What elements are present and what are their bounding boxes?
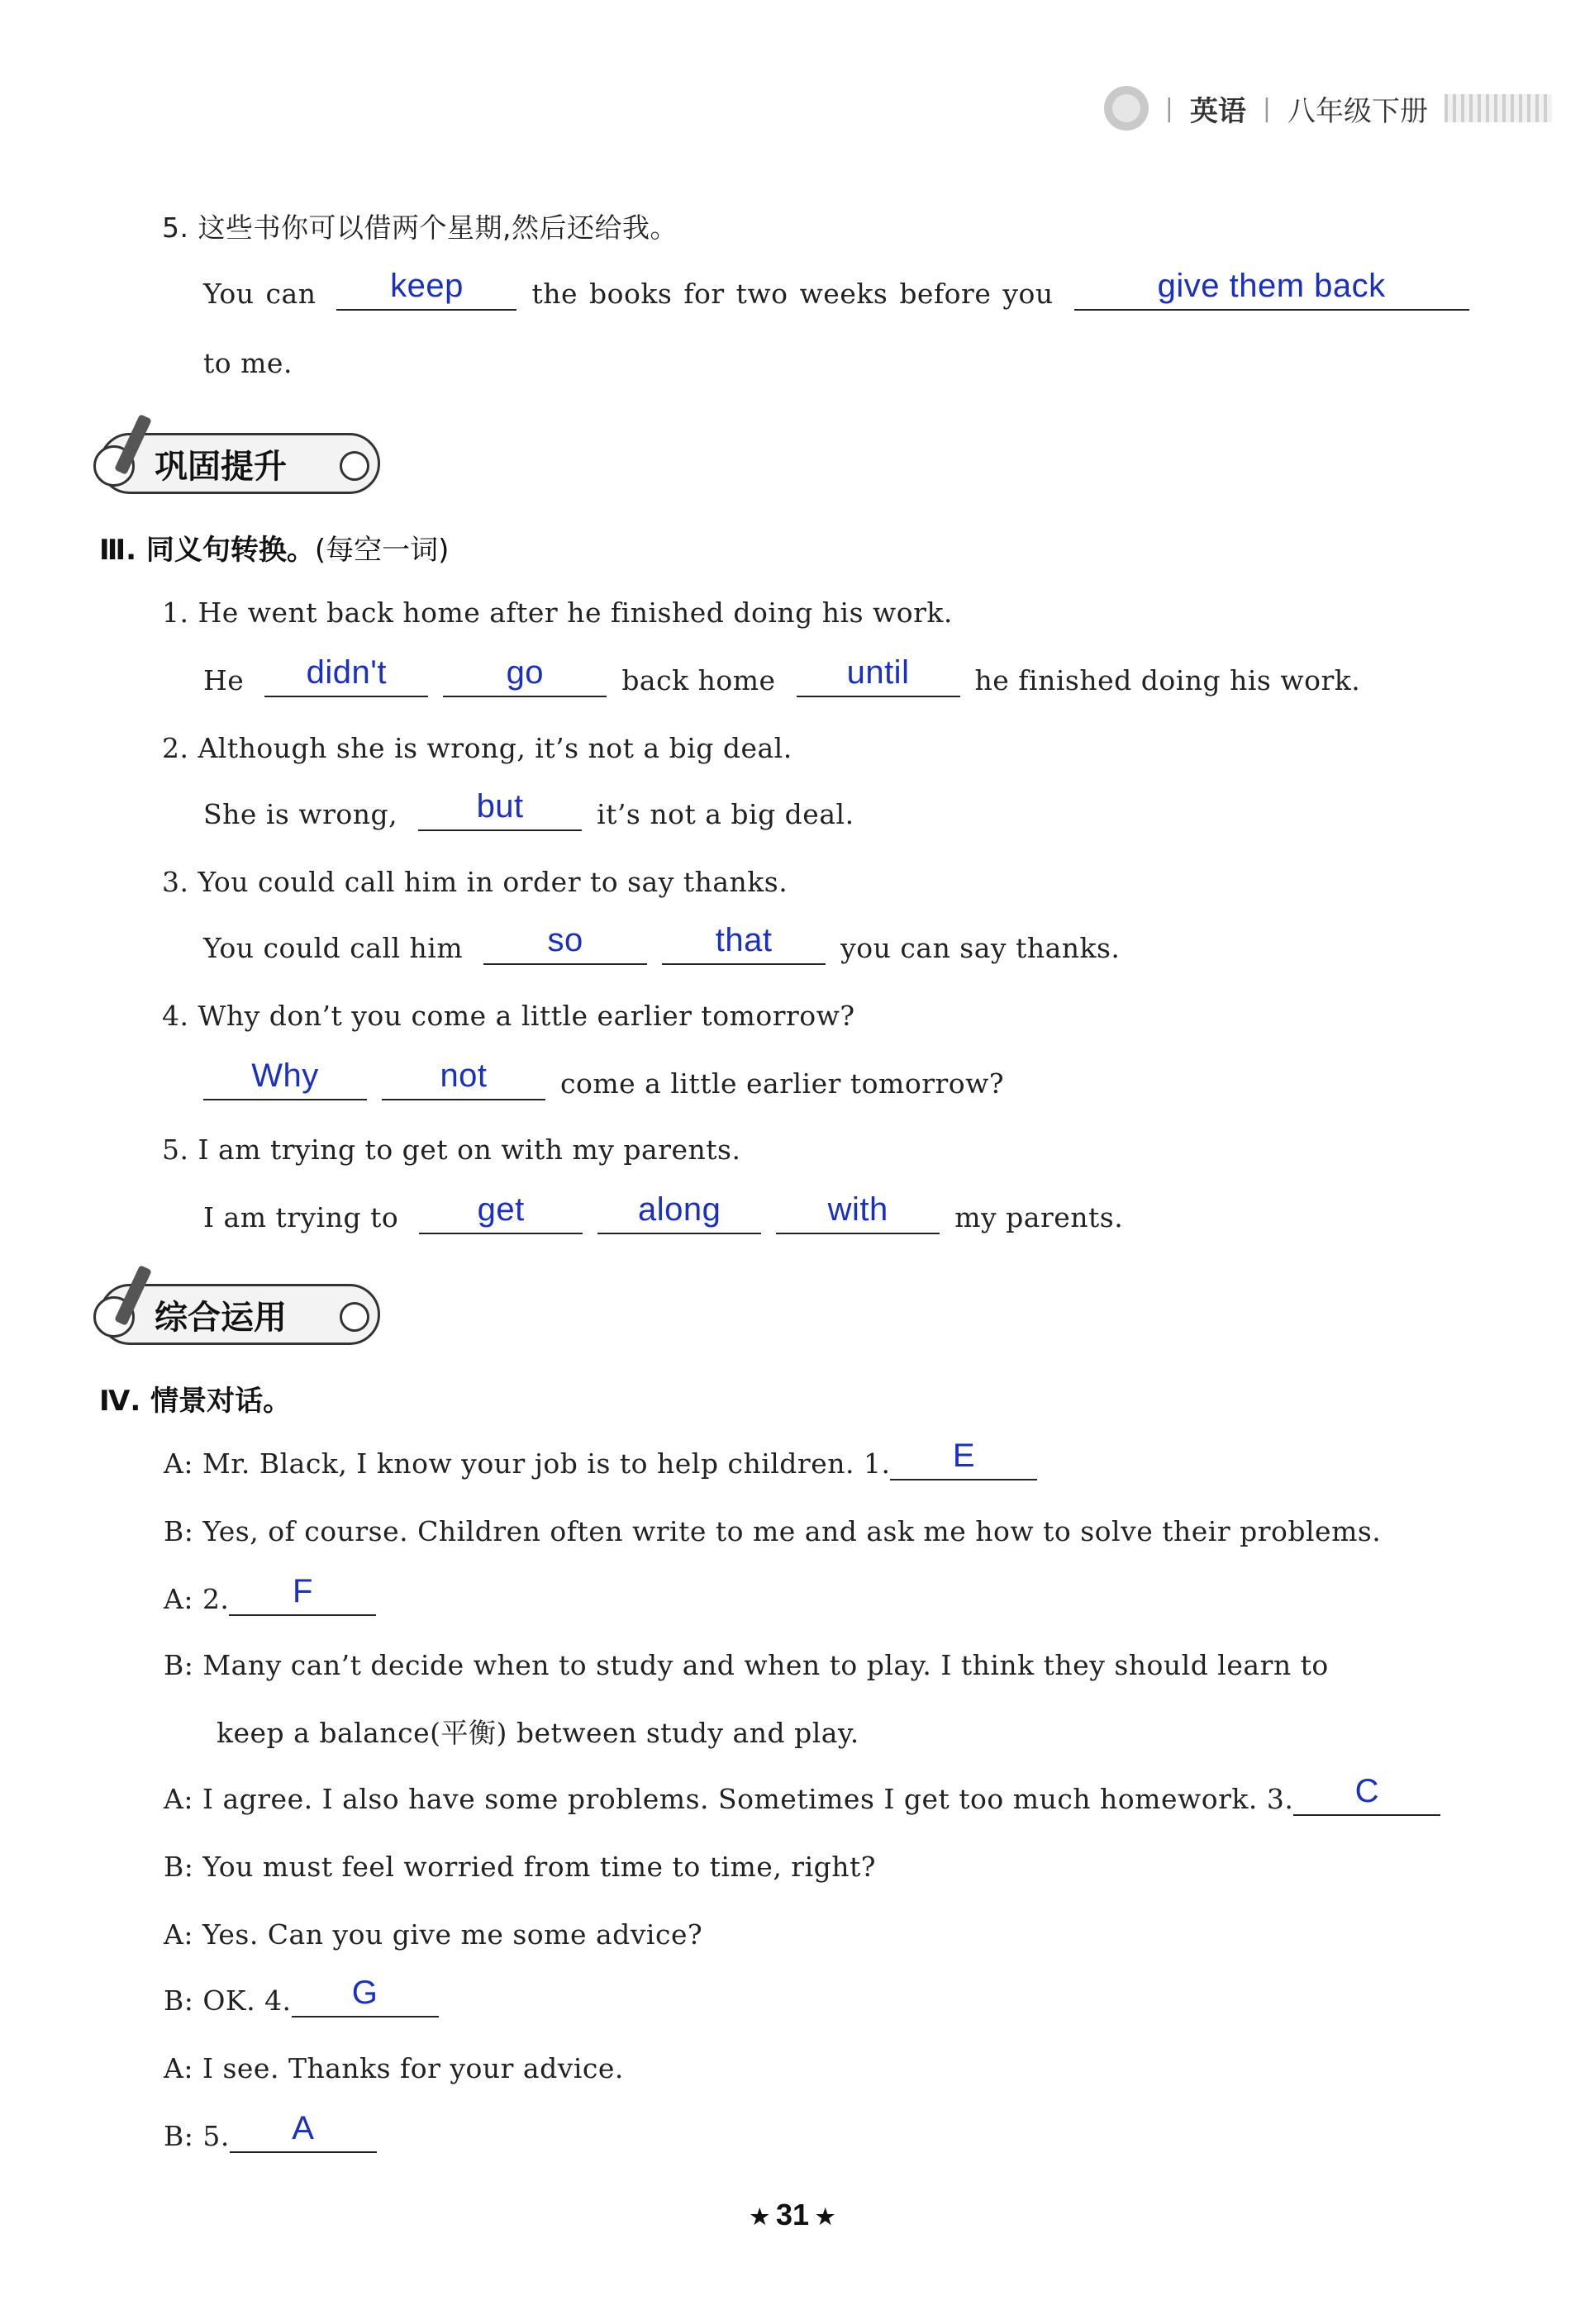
word: the	[531, 278, 578, 310]
dialogue-line	[164, 2110, 392, 2153]
dialogue-line: B: Many can’t decide when to study and when to play. I think they should learn to	[164, 1649, 1329, 1681]
dialogue-line: A: Yes. Can you give me some advice?	[164, 1918, 703, 1951]
dialogue-line	[164, 1975, 454, 2017]
answer-blank[interactable]	[264, 654, 428, 697]
top-item-chinese: 5. 这些书你可以借两个星期,然后还给我。	[162, 211, 678, 244]
answer-suffix: he finished doing his work.	[974, 664, 1361, 696]
answer-suffix: my parents.	[954, 1201, 1124, 1233]
answer-text: not	[440, 1057, 488, 1094]
answer-blank[interactable]	[797, 654, 960, 697]
answer-text: A	[292, 2110, 315, 2146]
answer-text: get	[477, 1191, 525, 1228]
answer-blank[interactable]	[418, 788, 582, 831]
question-1: 1. He went back home after he finished doing his work.	[162, 596, 953, 629]
answer-line-1	[203, 654, 1361, 697]
answer-text: didn't	[306, 654, 387, 691]
header-separator: |	[1164, 93, 1173, 123]
word: can	[265, 278, 317, 310]
answer-suffix: you can say thanks.	[840, 932, 1121, 964]
dialogue-text: A: 2.	[164, 1583, 230, 1615]
header-grade: 八年级下册	[1288, 94, 1428, 128]
dialogue-line	[164, 1573, 391, 1616]
section-title-note: (每空一词)	[314, 534, 450, 567]
answer-text: with	[827, 1191, 888, 1228]
answer-blank[interactable]	[1293, 1773, 1440, 1816]
answer-blank[interactable]	[230, 2110, 377, 2153]
dialogue-line	[164, 1438, 1052, 1480]
word: for	[683, 278, 725, 310]
answer-text: along	[638, 1191, 721, 1228]
answer-blank[interactable]	[662, 922, 826, 965]
answer-text: F	[292, 1573, 313, 1609]
answer-text: so	[547, 922, 583, 958]
section-banner-consolidate	[99, 433, 380, 494]
dialogue-line: A: I see. Thanks for your advice.	[164, 2052, 624, 2084]
answer-blank[interactable]	[203, 1057, 367, 1100]
banner-label: 综合运用	[155, 1298, 287, 1337]
header-decoration	[1445, 94, 1552, 122]
answer-suffix: come a little earlier tomorrow?	[560, 1067, 1005, 1100]
answer-prefix: You could call him	[203, 932, 464, 964]
word: before	[899, 278, 992, 310]
answer-prefix: He	[203, 664, 245, 696]
answer-blank[interactable]	[597, 1191, 761, 1234]
answer-line-5	[203, 1191, 1124, 1234]
top-item-line2: to me.	[203, 347, 293, 379]
answer-text: give them back	[1157, 268, 1386, 304]
word: two	[735, 278, 788, 310]
answer-text: keep	[390, 268, 464, 304]
answer-prefix: I am trying to	[203, 1201, 399, 1233]
answer-line-3	[203, 922, 1121, 965]
section-4-title: Ⅳ. 情景对话。	[99, 1385, 292, 1418]
answer-blank[interactable]	[229, 1573, 376, 1616]
word: books	[589, 278, 673, 310]
answer-blank[interactable]	[776, 1191, 940, 1234]
answer-text: Why	[251, 1057, 319, 1094]
answer-suffix: it’s not a big deal.	[597, 798, 854, 830]
dialogue-line-continued: keep a balance(平衡) between study and play.	[217, 1717, 859, 1749]
answer-blank[interactable]	[483, 922, 647, 965]
answer-text: but	[476, 788, 524, 825]
answer-line-2	[203, 788, 854, 831]
section-title-text: Ⅲ. 同义句转换。	[99, 534, 315, 567]
star-icon: ★	[816, 2203, 835, 2229]
dialogue-text: A: I agree. I also have some problems. Sometimes I get too much homework. 3.	[164, 1783, 1294, 1815]
answer-text: E	[952, 1438, 976, 1474]
top-item-line1	[203, 268, 1484, 311]
answer-prefix: She is wrong,	[203, 798, 398, 830]
dialogue-line: B: Yes, of course. Children often write to me and ask me how to solve their problems.	[164, 1515, 1382, 1547]
page-header	[1104, 81, 1552, 135]
word: you	[1002, 278, 1054, 310]
answer-text: C	[1354, 1773, 1380, 1809]
dialogue-line: B: You must feel worried from time to time, right?	[164, 1851, 876, 1883]
answer-blank[interactable]	[382, 1057, 545, 1100]
dialogue-text: B: OK. 4.	[164, 1984, 292, 2017]
dialogue-line	[164, 1773, 1455, 1816]
answer-blank[interactable]	[419, 1191, 583, 1234]
answer-text: that	[715, 922, 773, 958]
star-icon: ★	[750, 2203, 769, 2229]
dialogue-text: A: Mr. Black, I know your job is to help children. 1.	[164, 1447, 891, 1480]
page-footer	[0, 2198, 1585, 2232]
answer-blank[interactable]	[443, 654, 607, 697]
answer-line-4	[203, 1057, 1005, 1100]
header-subject: 英语	[1189, 94, 1246, 128]
sun-icon	[1104, 86, 1149, 131]
question-3: 3. You could call him in order to say thanks.	[162, 866, 788, 898]
answer-text: G	[351, 1975, 378, 2011]
question-5: 5. I am trying to get on with my parents.	[162, 1133, 741, 1166]
word: weeks	[799, 278, 888, 310]
answer-blank[interactable]	[890, 1438, 1037, 1480]
answer-blank[interactable]	[336, 268, 516, 311]
header-separator: |	[1262, 93, 1271, 123]
question-4: 4. Why don’t you come a little earlier tomorrow?	[162, 1000, 855, 1032]
page-number: 31	[775, 2198, 810, 2231]
question-2: 2. Although she is wrong, it’s not a big deal.	[162, 732, 792, 764]
answer-text: go	[506, 654, 545, 691]
banner-label: 巩固提升	[155, 447, 287, 486]
dialogue-text: B: 5.	[164, 2120, 230, 2152]
word: You	[203, 278, 255, 310]
answer-blank[interactable]	[1074, 268, 1469, 311]
answer-blank[interactable]	[292, 1975, 439, 2017]
section-banner-application	[99, 1284, 380, 1345]
section-3-title	[99, 527, 449, 568]
answer-text: until	[846, 654, 910, 691]
answer-middle: back home	[621, 664, 776, 696]
